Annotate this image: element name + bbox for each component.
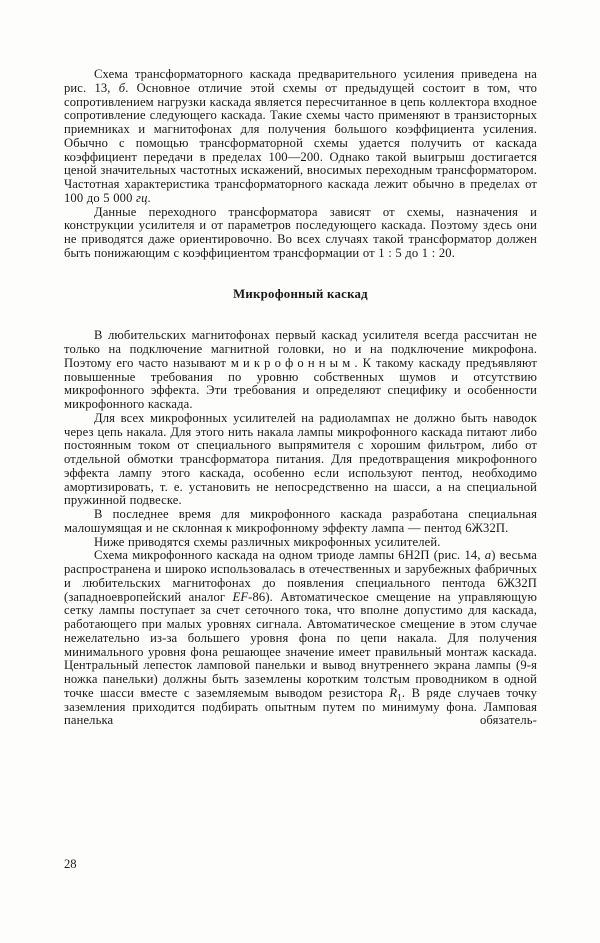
letterspaced-emphasis: микрофонным [230,355,355,370]
body-paragraph: Схема микрофонного каскада на одном триоде лампы 6Н2П (рис. 14, а) весьма распространена и широко использовалась в отечественных и зарубежных фабричных и любительских магнитофонах до появления специального пентода 6Ж32П (западноевропейский аналог EF-86). Автоматическое смещение на управляющую сетку лампы поступает за счет сеточного тока, что вполне допустимо для каскада, работающего при малых уровнях сигнала. Автоматическое смещение в этом случае нежелательно из-за большего уровня фона по цепи накала. Для получения минимального уровня фона решающее значение имеет правильный монтаж каскада. Центральный лепесток ламповой панельки и вывод внутреннего экрана лампы (9-я ножка панельки) должны быть заземлены коротким толстым проводником в одной точке шасси вместе с заземляемым выводом резистора $R_1$. В ряде случаев точку заземления приходится подбирать опытным путем по минимуму фона. Ламповая панелька обязатель- [64,548,538,728]
paragraph-group-after-heading [64,329,537,742]
body-paragraph: В любительских магнитофонах первый каскад усилителя всегда рассчитан не только на подключение магнитной головки, но и на подключение микрофона. Поэтому его часто называют микрофонным. К такому каскаду предъявляют повышенные требования по уровню собственных шумов и отсутствию микрофонного эффекта. Эти требования и определяют специфику и особенности микрофонного каскада. [64,328,537,411]
italic-fragment: а [484,548,492,563]
page-number: 28 [64,857,77,871]
page-text-block [64,68,537,742]
body-paragraph: Схема трансформаторного каскада предварительного усиления приведена на рис. 13, б. Основное отличие этой схемы от предыдущей состоит в том, что сопротивлением нагрузки каскада является пересчитанное в цепь коллектора входное сопротивление следующего каскада. Такие схемы часто применяют в транзисторных приемниках и магнитофонах для получения большого коэффициента усиления. Обычно с помощью трансформаторной схемы удается получить от каскада коэффициент передачи в пределах 100—200. Однако такой выигрыш достигается ценой значительных частотных искажений, вносимых переходным трансформатором. Частотная характеристика трансформаторного каскада лежит обычно в пределах от 100 до 5 000 гц. [64,67,537,205]
italic-fragment: б [118,80,126,95]
body-paragraph: Ниже приводятся схемы различных микрофонных усилителей. [94,534,441,549]
italic-fragment: EF [232,589,249,604]
paragraph-group-before-heading [64,68,537,261]
body-paragraph: В последнее время для микрофонного каскада разработана специальная малошумящая и не склонная к микрофонному эффекту лампа — пентод 6Ж32П. [64,507,537,535]
heading-space-above [64,261,537,288]
heading-space-below [64,301,537,329]
body-paragraph: Данные переходного трансформатора зависят от схемы, назначения и конструкции усилителя и от параметров последующего каскада. Поэтому здесь они не приводятся даже ориентировочно. Во всех случаях такой трансформатор должен быть понижающим с коэффициентом трансформации от 1 : 5 до 1 : 20. [64,204,537,260]
body-paragraph: Для всех микрофонных усилителей на радиолампах не должно быть наводок через цепь накала. Для этого нить накала лампы микрофонного каскада питают либо постоянным током от специального выпрямителя с хорошим фильтром, либо от отдельной обмотки трансформатора питания. Для предотвращения микрофонного эффекта лампу этого каскада, особенно если используют пентод, необходимо амортизировать, т. е. установить не непосредственно на шасси, а на специальной пружинной подвеске. [64,410,537,508]
subscript-index: 1 [397,692,402,703]
italic-fragment: гц [136,190,148,205]
section-heading: Микрофонный каскад [233,286,368,301]
italic-fragment: R [389,685,398,700]
